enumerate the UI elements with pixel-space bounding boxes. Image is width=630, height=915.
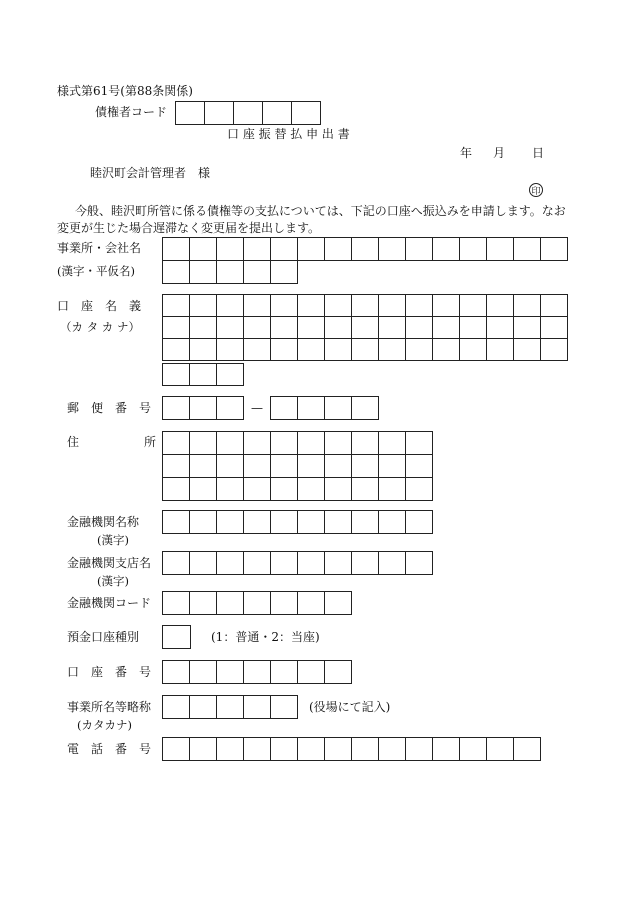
office-name-label: 事業所・会社名 (57, 241, 142, 255)
office-name-box[interactable] (216, 237, 244, 261)
account-name-box[interactable] (189, 316, 217, 339)
address-box[interactable] (270, 477, 298, 501)
account-name-box[interactable] (162, 316, 190, 339)
office-abbr-box[interactable] (270, 695, 298, 719)
address-box[interactable] (162, 431, 190, 455)
branch-name-label: 金融機関支店名 (67, 556, 152, 570)
account-name-box[interactable] (243, 338, 271, 361)
bank-name-box[interactable] (216, 510, 244, 534)
office-name-sublabel: (漢字・平仮名) (57, 264, 135, 278)
office-name-box[interactable] (243, 237, 271, 261)
office-name-box[interactable] (297, 237, 325, 261)
postal-code-box[interactable] (351, 396, 379, 420)
address-box[interactable] (378, 431, 406, 455)
account-name-box[interactable] (189, 338, 217, 361)
account-name-box[interactable] (351, 294, 379, 317)
address-box[interactable] (216, 454, 244, 478)
phone-box[interactable] (378, 737, 406, 761)
office-name-box[interactable] (189, 237, 217, 261)
bank-name-sublabel: (漢字) (97, 533, 129, 547)
address-box[interactable] (378, 454, 406, 478)
phone-label: 電 話 番 号 (67, 742, 152, 756)
account-name-box[interactable] (405, 316, 433, 339)
bank-code-boxes (162, 591, 351, 614)
creditor-code-box[interactable] (291, 101, 321, 125)
postal-code-box[interactable] (162, 396, 190, 420)
account-number-boxes (162, 660, 351, 683)
phone-box[interactable] (162, 737, 190, 761)
account-name-box[interactable] (270, 294, 298, 317)
branch-name-box[interactable] (243, 551, 271, 575)
account-name-box[interactable] (432, 294, 460, 317)
creditor-code-label: 債権者コード (95, 105, 168, 119)
deposit-type-label: 預金口座種別 (67, 630, 140, 644)
account-name-box[interactable] (216, 363, 244, 386)
account-name-sublabel: （カ タ カ ナ） (60, 320, 140, 334)
address-box[interactable] (243, 454, 271, 478)
branch-name-box[interactable] (189, 551, 217, 575)
postal-code-box[interactable] (270, 396, 298, 420)
account-name-box[interactable] (459, 338, 487, 361)
address-box[interactable] (378, 477, 406, 501)
account-name-box[interactable] (270, 316, 298, 339)
address-box[interactable] (324, 477, 352, 501)
branch-name-boxes (162, 551, 432, 574)
account-name-box[interactable] (351, 338, 379, 361)
address-box[interactable] (351, 477, 379, 501)
bank-name-box[interactable] (243, 510, 271, 534)
account-name-row-4 (162, 363, 243, 385)
deposit-type-box (162, 625, 190, 648)
phone-box[interactable] (297, 737, 325, 761)
address-boxes (162, 431, 432, 500)
postal-code-label: 郵 便 番 号 (67, 401, 152, 415)
address-box[interactable] (216, 477, 244, 501)
address-label-1: 住 (67, 435, 80, 449)
account-name-box[interactable] (378, 338, 406, 361)
bank-code-box[interactable] (189, 591, 217, 615)
account-number-box[interactable] (216, 660, 244, 684)
address-box[interactable] (243, 477, 271, 501)
office-name-box[interactable] (270, 260, 298, 284)
account-number-label: 口 座 番 号 (67, 665, 152, 679)
account-number-box[interactable] (324, 660, 352, 684)
phone-box[interactable] (351, 737, 379, 761)
account-name-box[interactable] (162, 363, 190, 386)
branch-name-box[interactable] (378, 551, 406, 575)
form-number: 様式第61号(第88条関係) (57, 84, 193, 98)
branch-name-box[interactable] (405, 551, 433, 575)
account-name-box[interactable] (513, 316, 541, 339)
date-month: 月 (493, 146, 506, 160)
address-box[interactable] (405, 477, 433, 501)
address-box[interactable] (324, 454, 352, 478)
office-name-box[interactable] (216, 260, 244, 284)
office-abbr-box[interactable] (162, 695, 190, 719)
account-name-box[interactable] (405, 294, 433, 317)
postal-code-box[interactable] (189, 396, 217, 420)
branch-name-box[interactable] (351, 551, 379, 575)
account-name-box[interactable] (378, 294, 406, 317)
bank-code-box[interactable] (297, 591, 325, 615)
address-box[interactable] (405, 454, 433, 478)
account-name-box[interactable] (189, 294, 217, 317)
phone-box[interactable] (270, 737, 298, 761)
address-box[interactable] (351, 454, 379, 478)
account-name-box[interactable] (432, 338, 460, 361)
address-box[interactable] (405, 431, 433, 455)
bank-name-box[interactable] (378, 510, 406, 534)
address-box[interactable] (216, 431, 244, 455)
address-box[interactable] (243, 431, 271, 455)
addressee: 睦沢町会計管理者 様 (90, 166, 211, 180)
account-name-box[interactable] (432, 316, 460, 339)
account-name-box[interactable] (486, 316, 514, 339)
account-name-label: 口 座 名 義 (57, 299, 142, 313)
account-name-box[interactable] (216, 338, 244, 361)
postal-code-box[interactable] (216, 396, 244, 420)
account-name-box[interactable] (540, 338, 568, 361)
body-line-2: 変更が生じた場合遅滞なく変更届を提出します。 (57, 221, 321, 235)
phone-box[interactable] (432, 737, 460, 761)
bank-code-box[interactable] (243, 591, 271, 615)
office-abbr-box[interactable] (216, 695, 244, 719)
account-name-box[interactable] (216, 294, 244, 317)
bank-name-box[interactable] (162, 510, 190, 534)
address-label-2: 所 (144, 435, 157, 449)
phone-box[interactable] (513, 737, 541, 761)
bank-name-box[interactable] (324, 510, 352, 534)
account-name-box[interactable] (540, 316, 568, 339)
account-name-box[interactable] (378, 316, 406, 339)
creditor-code-box[interactable] (262, 101, 292, 125)
account-name-rows (162, 294, 567, 360)
account-name-box[interactable] (324, 294, 352, 317)
account-name-box[interactable] (513, 338, 541, 361)
office-name-box[interactable] (486, 237, 514, 261)
date-year: 年 (460, 146, 473, 160)
account-name-box[interactable] (513, 294, 541, 317)
account-name-box[interactable] (351, 316, 379, 339)
branch-name-box[interactable] (216, 551, 244, 575)
phone-box[interactable] (216, 737, 244, 761)
branch-name-box[interactable] (297, 551, 325, 575)
phone-boxes (162, 737, 540, 760)
account-name-box[interactable] (162, 294, 190, 317)
creditor-code-box[interactable] (204, 101, 234, 125)
office-abbr-label: 事業所名等略称 (67, 700, 152, 714)
branch-name-sublabel: (漢字) (97, 574, 129, 588)
office-name-box[interactable] (378, 237, 406, 261)
address-box[interactable] (324, 431, 352, 455)
office-abbr-box[interactable] (189, 695, 217, 719)
office-name-box[interactable] (270, 237, 298, 261)
address-box[interactable] (189, 477, 217, 501)
bank-code-box[interactable] (162, 591, 190, 615)
account-name-box[interactable] (540, 294, 568, 317)
account-name-box[interactable] (459, 316, 487, 339)
account-name-box[interactable] (459, 294, 487, 317)
address-box[interactable] (351, 431, 379, 455)
phone-box[interactable] (243, 737, 271, 761)
account-number-box[interactable] (243, 660, 271, 684)
bank-name-box[interactable] (351, 510, 379, 534)
office-name-box[interactable] (189, 260, 217, 284)
address-box[interactable] (270, 431, 298, 455)
postal-code-dash: — (251, 401, 263, 415)
address-box[interactable] (297, 454, 325, 478)
creditor-code-boxes (175, 101, 320, 124)
bank-name-box[interactable] (297, 510, 325, 534)
account-name-box[interactable] (297, 294, 325, 317)
deposit-type-note: (1：普通・2：当座) (211, 630, 320, 644)
account-number-box[interactable] (297, 660, 325, 684)
postal-code-boxes (162, 396, 378, 419)
account-name-box[interactable] (486, 338, 514, 361)
address-box[interactable] (162, 454, 190, 478)
account-name-box[interactable] (189, 363, 217, 386)
account-name-box[interactable] (405, 338, 433, 361)
office-name-box[interactable] (513, 237, 541, 261)
address-box[interactable] (297, 431, 325, 455)
address-box[interactable] (270, 454, 298, 478)
deposit-type-input[interactable] (162, 625, 191, 649)
bank-name-boxes (162, 510, 432, 533)
office-name-box[interactable] (459, 237, 487, 261)
address-box[interactable] (297, 477, 325, 501)
account-name-box[interactable] (243, 316, 271, 339)
postal-code-box[interactable] (297, 396, 325, 420)
office-name-box[interactable] (243, 260, 271, 284)
account-name-box[interactable] (324, 338, 352, 361)
phone-box[interactable] (486, 737, 514, 761)
bank-name-box[interactable] (189, 510, 217, 534)
date-day: 日 (532, 146, 545, 160)
phone-box[interactable] (405, 737, 433, 761)
office-name-box[interactable] (162, 237, 190, 261)
bank-code-box[interactable] (324, 591, 352, 615)
bank-code-box[interactable] (216, 591, 244, 615)
phone-box[interactable] (189, 737, 217, 761)
account-name-box[interactable] (243, 294, 271, 317)
account-name-box[interactable] (486, 294, 514, 317)
account-name-box[interactable] (270, 338, 298, 361)
office-name-box[interactable] (351, 237, 379, 261)
account-name-box[interactable] (297, 338, 325, 361)
address-box[interactable] (162, 477, 190, 501)
account-number-box[interactable] (162, 660, 190, 684)
account-number-box[interactable] (270, 660, 298, 684)
branch-name-box[interactable] (162, 551, 190, 575)
account-number-box[interactable] (189, 660, 217, 684)
account-name-box[interactable] (216, 316, 244, 339)
bank-name-label: 金融機関名称 (67, 515, 140, 529)
branch-name-box[interactable] (324, 551, 352, 575)
branch-name-box[interactable] (270, 551, 298, 575)
office-abbr-box[interactable] (243, 695, 271, 719)
form-title: 口 座 振 替 払 申 出 書 (227, 127, 350, 141)
seal-mark: 印 (529, 183, 543, 197)
office-abbr-boxes (162, 695, 297, 718)
office-name-box[interactable] (324, 237, 352, 261)
office-name-box[interactable] (540, 237, 568, 261)
account-name-box[interactable] (297, 316, 325, 339)
address-box[interactable] (189, 431, 217, 455)
office-name-box[interactable] (405, 237, 433, 261)
postal-code-box[interactable] (324, 396, 352, 420)
creditor-code-box[interactable] (175, 101, 205, 125)
body-line-1: 今般、睦沢町所管に係る債権等の支払については、下記の口座へ振込みを申請します。なお (75, 204, 566, 218)
office-abbr-sublabel: (カタカナ) (77, 718, 132, 732)
bank-code-label: 金融機関コード (67, 596, 152, 610)
bank-code-box[interactable] (270, 591, 298, 615)
phone-box[interactable] (459, 737, 487, 761)
account-name-box[interactable] (162, 338, 190, 361)
office-name-box[interactable] (432, 237, 460, 261)
office-name-box[interactable] (162, 260, 190, 284)
account-name-box[interactable] (324, 316, 352, 339)
bank-name-box[interactable] (405, 510, 433, 534)
address-box[interactable] (189, 454, 217, 478)
phone-box[interactable] (324, 737, 352, 761)
office-abbr-note: (役場にて記入) (309, 700, 391, 714)
bank-name-box[interactable] (270, 510, 298, 534)
creditor-code-box[interactable] (233, 101, 263, 125)
office-name-row-1 (162, 237, 567, 260)
office-name-row-2 (162, 260, 297, 283)
